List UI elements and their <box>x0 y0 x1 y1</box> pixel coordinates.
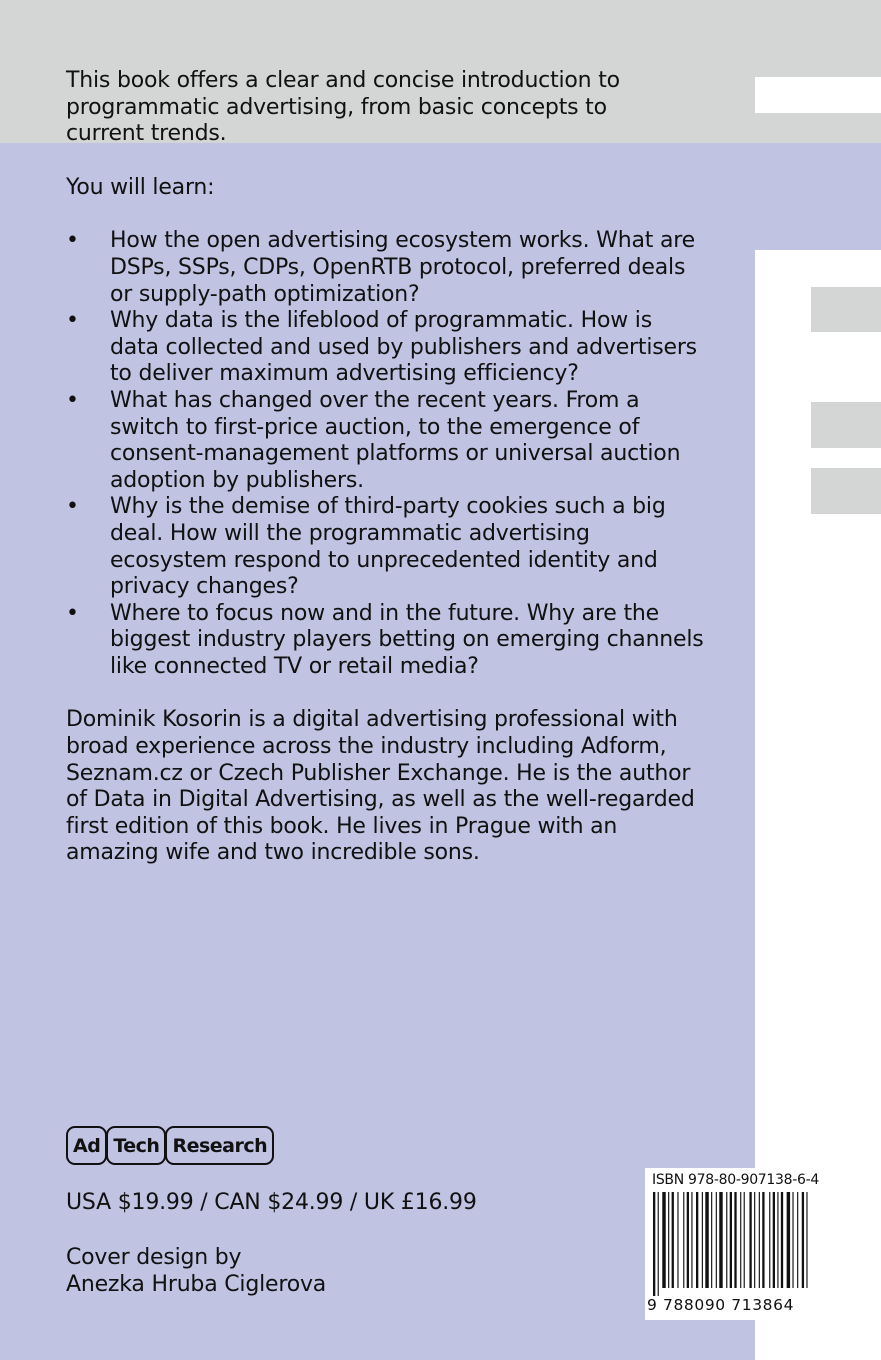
gray-block <box>811 468 881 514</box>
learn-heading: You will learn: <box>66 174 215 200</box>
barcode-bar <box>696 1192 698 1288</box>
barcode-bar <box>705 1192 708 1288</box>
bullet-icon: • <box>66 228 79 254</box>
barcode-bar <box>792 1192 793 1288</box>
list-item-text: How the open advertising ecosystem works. What are DSPs, SSPs, CDPs, OpenRTB protocol, preferred deals or supply-path optimization? <box>110 228 695 307</box>
bullet-icon: • <box>66 308 79 334</box>
barcode-bar <box>691 1192 692 1288</box>
logo-word: Research <box>165 1126 274 1165</box>
right-periwinkle-band <box>755 143 881 250</box>
logo-word: Ad <box>66 1126 107 1165</box>
right-gray-band <box>755 0 881 143</box>
barcode-bar <box>730 1192 732 1288</box>
barcode-bar <box>787 1192 790 1288</box>
cover-credit <box>66 1244 326 1298</box>
list-item-text: What has changed over the recent years. From a switch to first-price auction, to the emergence of consent-management platforms or universal auction adoption by publishers. <box>110 387 681 493</box>
barcode-bar <box>662 1192 665 1288</box>
list-item-text: Why is the demise of third-party cookies such a big deal. How will the programmatic advertising ecosystem respond to unprecedented identity and privacy changes? <box>110 494 666 600</box>
list-item <box>66 388 706 494</box>
gray-block <box>811 287 881 332</box>
barcode-bar <box>806 1192 807 1288</box>
credit-line: Cover design by <box>66 1245 242 1270</box>
barcode-bar <box>658 1192 659 1296</box>
price-line: USA $19.99 / CAN $24.99 / UK £16.99 <box>66 1190 477 1215</box>
publisher-logo <box>66 1126 273 1165</box>
barcode-bar <box>802 1192 804 1288</box>
barcode-bar <box>716 1192 717 1288</box>
barcode-bar <box>734 1192 736 1288</box>
barcode-bar <box>711 1192 712 1288</box>
barcode-bar <box>762 1192 764 1288</box>
barcode-bar <box>797 1192 798 1288</box>
logo-word: Tech <box>106 1126 166 1165</box>
list-item <box>66 494 706 600</box>
barcode-bar <box>687 1192 689 1288</box>
learning-list <box>66 228 756 680</box>
list-item-text: Why data is the lifeblood of programmatic. How is data collected and used by publishers and advertisers to deliver maximum advertising efficiency? <box>110 308 697 387</box>
barcode-bar <box>781 1192 783 1288</box>
bullet-icon: • <box>66 600 79 626</box>
barcode-bar <box>773 1192 775 1288</box>
back-cover-text <box>66 68 756 867</box>
barcode-bar <box>719 1192 722 1288</box>
bullet-icon: • <box>66 494 79 520</box>
barcode-bar <box>702 1192 703 1288</box>
barcode-bar <box>683 1192 684 1288</box>
isbn-label: ISBN 978-80-907138-6-4 <box>652 1172 819 1188</box>
white-strip <box>755 77 881 113</box>
barcode-bar <box>653 1192 655 1296</box>
list-item <box>66 228 706 308</box>
list-item-text: Where to focus now and in the future. Why are the biggest industry players betting on emerging channels like connected TV or retail media? <box>110 600 704 679</box>
barcode-bar <box>769 1192 770 1288</box>
barcode-bar <box>759 1192 760 1288</box>
intro-paragraph: This book offers a clear and concise introduction to programmatic advertising, from basic concepts to current trends. <box>66 68 620 147</box>
barcode-bar <box>740 1192 741 1288</box>
barcode-bar <box>677 1192 678 1288</box>
barcode-icon <box>650 1192 812 1296</box>
barcode-bar <box>672 1192 674 1288</box>
barcode-bar <box>777 1192 778 1288</box>
barcode-bar <box>749 1192 751 1288</box>
barcode-bar <box>754 1192 755 1288</box>
list-item <box>66 601 706 681</box>
barcode-bar <box>726 1192 727 1288</box>
barcode-bar <box>744 1192 745 1288</box>
barcode-digits: 9 788090 713864 <box>647 1296 795 1314</box>
bullet-icon: • <box>66 387 79 413</box>
gray-block <box>811 402 881 448</box>
list-item <box>66 308 706 388</box>
author-bio: Dominik Kosorin is a digital advertising professional with broad experience across the industry including Adform, Seznam.cz or Czech Publisher Exchange. He is the author of Data in Digital Advertising, as well as the well-regarded first edition of this book. He lives in Prague with an amazing wife and two incredible sons. <box>66 707 695 866</box>
barcode-bar <box>668 1192 669 1288</box>
credit-designer: Anezka Hruba Ciglerova <box>66 1272 327 1297</box>
